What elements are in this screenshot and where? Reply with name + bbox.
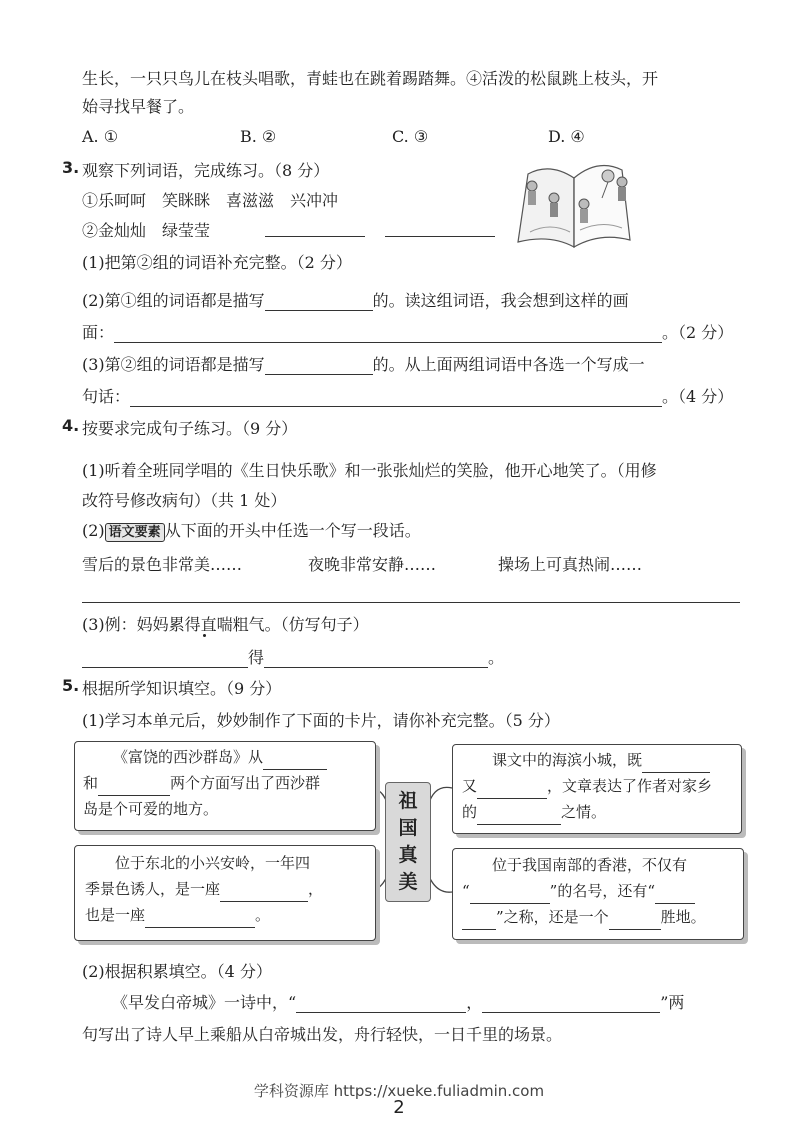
- q5-poem-comma: ，: [466, 993, 483, 1012]
- q3-sub3-answer-line[interactable]: [130, 390, 662, 407]
- q4-title: 按要求完成句子练习。（9 分）: [82, 419, 298, 438]
- q3-sub3-line2: [82, 384, 733, 407]
- q3-sub2-lead: 面：: [82, 323, 115, 342]
- q3-blank-word2[interactable]: [385, 220, 495, 237]
- q4-sub3-end: 。: [488, 648, 505, 667]
- card-bl-text-c: ，: [308, 880, 324, 898]
- q3-sub1: (1)把第②组的词语补充完整。（2 分）: [82, 253, 352, 272]
- q2-option-c: C. ③: [392, 127, 429, 146]
- q3-sub2-blank[interactable]: [265, 294, 373, 311]
- card-tl-text-d: 岛是个可爱的地方。: [83, 800, 219, 818]
- card-br-text-d: ”之称，还是一个: [496, 908, 609, 926]
- children-reading-book-illustration: [510, 152, 640, 252]
- card-tl-blank2[interactable]: [98, 779, 170, 796]
- card-tr-text-e: 之情。: [561, 803, 607, 821]
- q4-sub2-answer-line[interactable]: [82, 602, 740, 603]
- q3-title: 观察下列词语，完成练习。（8 分）: [82, 161, 330, 180]
- card-tr-text-b: 又: [462, 777, 478, 795]
- card-tr-text-d: 的: [462, 803, 478, 821]
- center-char-1: 祖: [398, 790, 418, 812]
- card-tl-text-c: 两个方面写出了西沙群: [170, 774, 321, 792]
- card-br-text-b: “: [462, 882, 470, 900]
- card-tr-text-c: ，文章表达了作者对家乡: [547, 777, 713, 795]
- q2-option-a: A. ①: [82, 127, 119, 146]
- q3-group2: ②金灿灿 绿莹莹: [82, 221, 211, 240]
- card-br-blank2-cont[interactable]: [462, 913, 496, 930]
- q4-sub3-imitation: [82, 645, 504, 668]
- q2-option-d: D. ④: [548, 127, 585, 146]
- q4-opener-snow: 雪后的景色非常美……: [82, 555, 243, 574]
- q3-blank-word1[interactable]: [265, 220, 365, 237]
- card-xisha-islands: [74, 741, 376, 831]
- card-hongkong: [452, 848, 744, 940]
- q4-opener-playground: 操场上可真热闹……: [498, 555, 643, 574]
- card-bl-text-d: 也是一座: [85, 906, 146, 924]
- q3-sub3-prefix: (3)第②组的词语都是描写: [82, 355, 265, 374]
- q4-sub1-line2: 改符号修改病句）（共 1 处）: [82, 491, 287, 510]
- q3-sub3-score: 。（4 分）: [662, 387, 734, 406]
- center-theme-box: [385, 782, 431, 902]
- q3-group1: ①乐呵呵 笑眯眯 喜滋滋 兴冲冲: [82, 191, 339, 210]
- q5-sub1: (1)学习本单元后，妙妙制作了下面的卡片，请你补充完整。（5 分）: [82, 711, 560, 730]
- card-br-text-a: 位于我国南部的香港，不仅有: [492, 856, 688, 874]
- q4-sub3: (3)例：妈妈累得直喘粗气。（仿写句子）: [82, 615, 369, 634]
- card-xiaoxinganling: [74, 845, 376, 941]
- q2-option-b: B. ②: [240, 127, 277, 146]
- page-number: 2: [393, 1097, 405, 1118]
- q3-number: 3.: [62, 158, 80, 177]
- q4-sub2-prefix: (2): [82, 521, 105, 540]
- q5-sub2: (2)根据积累填空。（4 分）: [82, 962, 272, 981]
- card-bl-text-e: 。: [255, 906, 271, 924]
- q2-line2: 始寻找早餐了。: [82, 97, 195, 116]
- q3-sub3-suffix: 的。从上面两组词语中各选一个写成一: [372, 355, 645, 374]
- q5-poem-blank1[interactable]: [296, 996, 466, 1013]
- q4-opener-night: 夜晚非常安静……: [308, 555, 437, 574]
- card-bl-text-b: 季景色诱人，是一座: [85, 880, 221, 898]
- q3-sub3-line1: [82, 352, 645, 375]
- yuwen-yaosu-tag: 语文要素: [105, 523, 165, 542]
- card-bl-blank1[interactable]: [220, 885, 308, 902]
- q5-poem-blank2[interactable]: [482, 996, 660, 1013]
- card-br-blank2[interactable]: [655, 887, 695, 904]
- card-seaside-town: [452, 744, 742, 834]
- card-tl-text-b: 和: [83, 774, 99, 792]
- watermark: 学科资源库 https://xueke.fuliadmin.com: [253, 1082, 545, 1100]
- q5-poem-line2: 句写出了诗人早上乘船从白帝城出发，舟行轻快，一日千里的场景。: [82, 1025, 563, 1044]
- card-tl-blank1[interactable]: [263, 753, 327, 770]
- q2-line1: 生长，一只只鸟儿在枝头唱歌，青蛙也在跳着踢踏舞。④活泼的松鼠跳上枝头，开: [82, 69, 659, 88]
- center-char-3: 真: [398, 844, 418, 866]
- q5-poem-line1: [112, 990, 684, 1013]
- q3-sub2-line2: [82, 320, 733, 343]
- q5-poem-lead: 《早发白帝城》一诗中，“: [112, 993, 297, 1012]
- q4-number: 4.: [62, 416, 80, 435]
- card-br-blank1[interactable]: [470, 887, 550, 904]
- q3-sub2-suffix: 的。读这组词语，我会想到这样的画: [372, 291, 629, 310]
- card-tr-text-a: 课文中的海滨小城，既: [492, 751, 643, 769]
- emphasis-dot: [203, 634, 206, 637]
- card-bl-blank2[interactable]: [145, 911, 255, 928]
- card-bl-text-a: 位于东北的小兴安岭，一年四: [115, 854, 311, 872]
- q5-title: 根据所学知识填空。（9 分）: [82, 679, 282, 698]
- q3-sub2-prefix: (2)第①组的词语都是描写: [82, 291, 265, 310]
- q4-sub2-text: 从下面的开头中任选一个写一段话。: [164, 521, 421, 540]
- card-tr-blank1[interactable]: [642, 756, 710, 773]
- q4-sub3-de: 得: [248, 648, 265, 667]
- center-char-4: 美: [398, 871, 418, 893]
- card-br-text-e: 胜地。: [660, 908, 706, 926]
- q5-number: 5.: [62, 676, 80, 695]
- q4-sub3-blank1[interactable]: [82, 651, 248, 668]
- card-tr-blank3[interactable]: [477, 808, 561, 825]
- q3-sub2-score: 。（2 分）: [662, 323, 734, 342]
- q5-poem-tail: ”两: [660, 993, 685, 1012]
- q3-sub3-blank[interactable]: [265, 358, 373, 375]
- q4-sub2: [82, 518, 421, 542]
- q4-sub1-line1: (1)听着全班同学唱的《生日快乐歌》和一张张灿烂的笑脸，他开心地笑了。（用修: [82, 461, 657, 480]
- card-tl-text-a: 《富饶的西沙群岛》从: [113, 748, 264, 766]
- card-tr-blank2[interactable]: [477, 782, 547, 799]
- q3-sub2-answer-line[interactable]: [114, 326, 662, 343]
- center-char-2: 国: [398, 817, 418, 839]
- q4-sub3-blank2[interactable]: [264, 651, 488, 668]
- q3-sub2-line1: [82, 288, 629, 311]
- card-br-text-c: ”的名号，还有“: [549, 882, 656, 900]
- card-br-blank3[interactable]: [609, 913, 661, 930]
- q3-sub3-lead: 句话：: [82, 387, 131, 406]
